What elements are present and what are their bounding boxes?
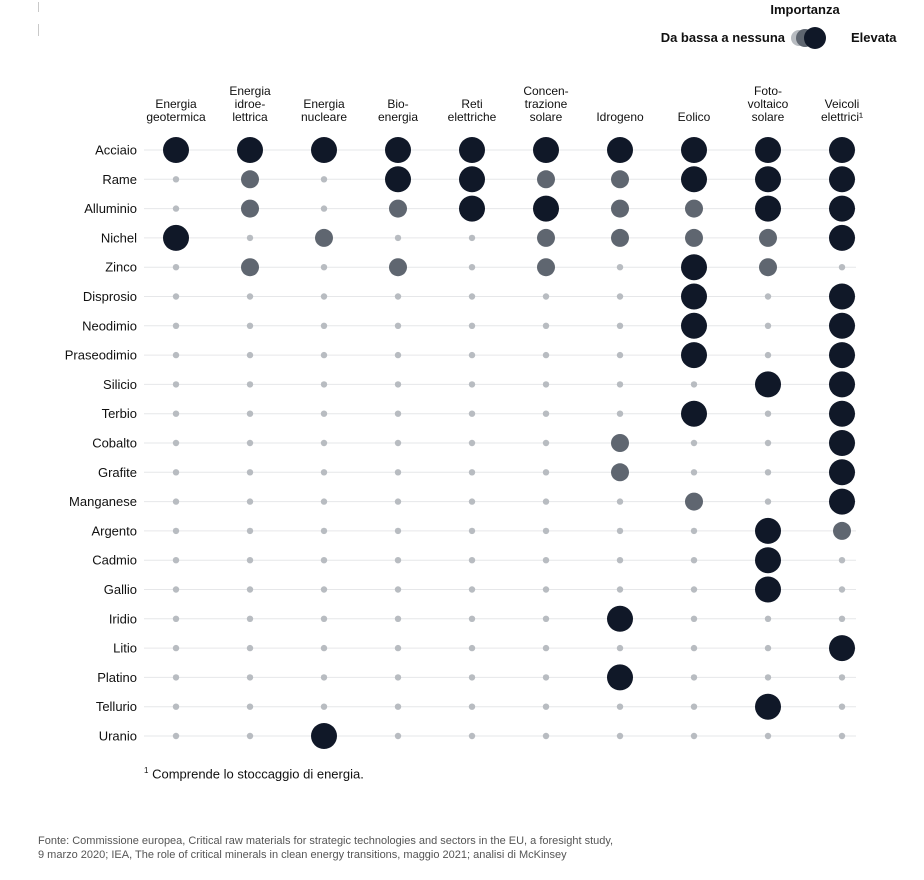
dot-cobalto-col-5 — [469, 440, 475, 446]
dot-acciaio-col-8 — [681, 137, 707, 163]
dot-uranio-col-8 — [691, 733, 697, 739]
dot-zinco-col-6 — [537, 258, 555, 276]
row-label-silicio: Silicio — [103, 376, 137, 392]
dot-neodimio-col-2 — [247, 323, 253, 329]
dot-acciaio-col-9 — [755, 137, 781, 163]
dot-acciaio-col-2 — [237, 137, 263, 163]
dot-grafite-col-5 — [469, 469, 475, 475]
row-label-cobalto: Cobalto — [92, 435, 137, 451]
dot-nichel-col-6 — [537, 229, 555, 247]
dot-uranio-col-7 — [617, 733, 623, 739]
column-header-9-line-3: solare — [751, 110, 785, 124]
dot-acciaio-col-1 — [163, 137, 189, 163]
column-header-2-line-2: idroe- — [234, 97, 266, 111]
dot-iridio-col-8 — [691, 616, 697, 622]
column-header-8-line-1: Eolico — [677, 110, 711, 124]
dot-acciaio-col-10 — [829, 137, 855, 163]
dot-platino-col-8 — [691, 674, 697, 680]
dot-cobalto-col-4 — [395, 440, 401, 446]
dot-rame-col-3 — [321, 176, 327, 182]
dot-tellurio-col-8 — [691, 704, 697, 710]
dot-argento-col-10 — [833, 522, 851, 540]
dot-terbio-col-5 — [469, 411, 475, 417]
dot-iridio-col-6 — [543, 616, 549, 622]
dot-zinco-col-5 — [469, 264, 475, 270]
dot-cobalto-col-10 — [829, 430, 855, 456]
dot-platino-col-2 — [247, 674, 253, 680]
dot-litio-col-1 — [173, 645, 179, 651]
dot-gallio-col-8 — [691, 586, 697, 592]
dot-tellurio-col-3 — [321, 704, 327, 710]
dot-terbio-col-3 — [321, 411, 327, 417]
row-label-alluminio: Alluminio — [84, 201, 137, 217]
dot-silicio-col-1 — [173, 381, 179, 387]
dot-silicio-col-10 — [829, 371, 855, 397]
dot-disprosio-col-1 — [173, 293, 179, 299]
dot-manganese-col-1 — [173, 498, 179, 504]
dot-argento-col-9 — [755, 518, 781, 544]
dot-silicio-col-4 — [395, 381, 401, 387]
dot-terbio-col-6 — [543, 411, 549, 417]
dot-zinco-col-1 — [173, 264, 179, 270]
row-label-manganese: Manganese — [69, 494, 137, 510]
dot-disprosio-col-4 — [395, 293, 401, 299]
row-label-cadmio: Cadmio — [92, 552, 137, 568]
dot-iridio-col-9 — [765, 616, 771, 622]
row-label-grafite: Grafite — [97, 464, 137, 480]
legend-high-label: Elevata — [851, 30, 897, 45]
dot-terbio-col-8 — [681, 401, 707, 427]
dot-cadmio-col-3 — [321, 557, 327, 563]
dot-gallio-col-7 — [617, 586, 623, 592]
dot-nichel-col-5 — [469, 235, 475, 241]
dot-rame-col-2 — [241, 170, 259, 188]
dot-nichel-col-10 — [829, 225, 855, 251]
row-label-rame: Rame — [102, 171, 137, 187]
dot-nichel-col-7 — [611, 229, 629, 247]
dot-alluminio-col-6 — [533, 196, 559, 222]
dot-alluminio-col-8 — [685, 200, 703, 218]
column-header-3-line-1: Energia — [303, 97, 345, 111]
row-label-zinco: Zinco — [105, 259, 137, 275]
dot-cadmio-col-10 — [839, 557, 845, 563]
dot-tellurio-col-1 — [173, 704, 179, 710]
dot-uranio-col-1 — [173, 733, 179, 739]
row-label-praseodimio: Praseodimio — [64, 347, 137, 363]
dot-acciaio-col-3 — [311, 137, 337, 163]
dot-manganese-col-6 — [543, 498, 549, 504]
dot-alluminio-col-10 — [829, 196, 855, 222]
dot-neodimio-col-10 — [829, 313, 855, 339]
dot-platino-col-9 — [765, 674, 771, 680]
dot-rame-col-7 — [611, 170, 629, 188]
dot-platino-col-4 — [395, 674, 401, 680]
column-header-6-line-3: solare — [529, 110, 563, 124]
source-note — [38, 834, 898, 862]
dot-uranio-col-5 — [469, 733, 475, 739]
dot-litio-col-5 — [469, 645, 475, 651]
dot-praseodimio-col-3 — [321, 352, 327, 358]
dot-nichel-col-3 — [315, 229, 333, 247]
dot-gallio-col-5 — [469, 586, 475, 592]
dot-litio-col-2 — [247, 645, 253, 651]
dot-nichel-col-1 — [163, 225, 189, 251]
dot-manganese-col-4 — [395, 498, 401, 504]
row-label-terbio: Terbio — [101, 406, 137, 422]
dot-grafite-col-1 — [173, 469, 179, 475]
dot-gallio-col-1 — [173, 586, 179, 592]
dot-litio-col-7 — [617, 645, 623, 651]
dot-acciaio-col-4 — [385, 137, 411, 163]
dot-uranio-col-6 — [543, 733, 549, 739]
dot-tellurio-col-7 — [617, 704, 623, 710]
dot-rame-col-6 — [537, 170, 555, 188]
dot-alluminio-col-4 — [389, 200, 407, 218]
dot-platino-col-5 — [469, 674, 475, 680]
dot-grafite-col-4 — [395, 469, 401, 475]
dot-praseodimio-col-4 — [395, 352, 401, 358]
dot-gallio-col-9 — [755, 577, 781, 603]
dot-uranio-col-4 — [395, 733, 401, 739]
dot-silicio-col-2 — [247, 381, 253, 387]
dot-argento-col-6 — [543, 528, 549, 534]
dot-zinco-col-9 — [759, 258, 777, 276]
dot-terbio-col-1 — [173, 411, 179, 417]
dot-disprosio-col-5 — [469, 293, 475, 299]
column-header-1-line-2: geotermica — [146, 110, 206, 124]
dot-cobalto-col-6 — [543, 440, 549, 446]
dot-manganese-col-10 — [829, 489, 855, 515]
dot-grafite-col-8 — [691, 469, 697, 475]
dot-rame-col-4 — [385, 166, 411, 192]
dot-cobalto-col-7 — [611, 434, 629, 452]
dot-litio-col-3 — [321, 645, 327, 651]
dot-zinco-col-7 — [617, 264, 623, 270]
column-header-5-line-1: Reti — [461, 97, 483, 111]
dot-acciaio-col-6 — [533, 137, 559, 163]
row-label-litio: Litio — [113, 640, 137, 656]
row-label-disprosio: Disprosio — [82, 289, 137, 304]
dot-cadmio-col-4 — [395, 557, 401, 563]
dot-cadmio-col-9 — [755, 547, 781, 573]
dot-cadmio-col-1 — [173, 557, 179, 563]
dot-rame-col-9 — [755, 166, 781, 192]
footnote — [144, 766, 364, 781]
dot-grafite-col-6 — [543, 469, 549, 475]
dot-disprosio-col-6 — [543, 293, 549, 299]
dot-disprosio-col-2 — [247, 293, 253, 299]
column-header-6-line-1: Concen- — [523, 84, 569, 98]
column-header-7-line-1: Idrogeno — [596, 110, 644, 124]
dot-iridio-col-4 — [395, 616, 401, 622]
dot-silicio-col-6 — [543, 381, 549, 387]
dot-cadmio-col-7 — [617, 557, 623, 563]
dot-litio-col-10 — [829, 635, 855, 661]
dot-tellurio-col-10 — [839, 704, 845, 710]
dot-gallio-col-4 — [395, 586, 401, 592]
dot-platino-col-7 — [607, 664, 633, 690]
source-line-1: Fonte: Commissione europea, Critical raw materials for strategic technologies and sectors in the EU, a foresight study, — [38, 835, 614, 847]
dot-grafite-col-2 — [247, 469, 253, 475]
dot-cobalto-col-9 — [765, 440, 771, 446]
dot-iridio-col-1 — [173, 616, 179, 622]
dot-argento-col-4 — [395, 528, 401, 534]
dot-neodimio-col-4 — [395, 323, 401, 329]
dot-praseodimio-col-10 — [829, 342, 855, 368]
dot-gallio-col-6 — [543, 586, 549, 592]
row-label-neodimio: Neodimio — [82, 318, 137, 334]
dot-tellurio-col-9 — [755, 694, 781, 720]
column-header-4-line-2: energia — [377, 110, 419, 124]
column-header-10-line-1: Veicoli — [824, 97, 860, 111]
dot-alluminio-col-3 — [321, 205, 327, 211]
dot-praseodimio-col-1 — [173, 352, 179, 358]
dot-cobalto-col-3 — [321, 440, 327, 446]
legend-dot-high — [804, 27, 826, 49]
dot-zinco-col-4 — [389, 258, 407, 276]
column-header-10-line-2: elettrici¹ — [820, 110, 864, 124]
column-header-2-line-3: lettrica — [232, 110, 268, 124]
dot-platino-col-10 — [839, 674, 845, 680]
dot-terbio-col-10 — [829, 401, 855, 427]
dot-grafite-col-9 — [765, 469, 771, 475]
dot-praseodimio-col-9 — [765, 352, 771, 358]
dot-manganese-col-7 — [617, 498, 623, 504]
column-header-6-line-2: trazione — [524, 97, 568, 111]
dot-cobalto-col-8 — [691, 440, 697, 446]
column-header-9-line-1: Foto- — [753, 84, 783, 98]
dot-neodimio-col-1 — [173, 323, 179, 329]
dot-iridio-col-3 — [321, 616, 327, 622]
dot-disprosio-col-8 — [681, 284, 707, 310]
dot-argento-col-8 — [691, 528, 697, 534]
source-line-2: 9 marzo 2020; IEA, The role of critical minerals in clean energy transitions, maggio 2021; analisi di McKinsey — [38, 849, 567, 861]
dot-zinco-col-8 — [681, 254, 707, 280]
dot-nichel-col-2 — [247, 235, 253, 241]
dot-iridio-col-5 — [469, 616, 475, 622]
dot-cobalto-col-2 — [247, 440, 253, 446]
footnote-mark: 1 — [144, 766, 149, 775]
dot-manganese-col-3 — [321, 498, 327, 504]
dot-grafite-col-10 — [829, 459, 855, 485]
dot-zinco-col-10 — [839, 264, 845, 270]
dot-iridio-col-10 — [839, 616, 845, 622]
dot-silicio-col-5 — [469, 381, 475, 387]
dot-disprosio-col-10 — [829, 284, 855, 310]
dot-alluminio-col-5 — [459, 196, 485, 222]
dot-praseodimio-col-8 — [681, 342, 707, 368]
dot-cadmio-col-2 — [247, 557, 253, 563]
dot-rame-col-1 — [173, 176, 179, 182]
column-header-5-line-2: elettriche — [447, 110, 497, 124]
dot-tellurio-col-5 — [469, 704, 475, 710]
dot-argento-col-3 — [321, 528, 327, 534]
dot-alluminio-col-9 — [755, 196, 781, 222]
row-label-gallio: Gallio — [103, 582, 137, 597]
dot-praseodimio-col-5 — [469, 352, 475, 358]
row-label-acciaio: Acciaio — [95, 142, 137, 158]
dot-uranio-col-2 — [247, 733, 253, 739]
dot-litio-col-8 — [691, 645, 697, 651]
dot-disprosio-col-9 — [765, 293, 771, 299]
dot-neodimio-col-3 — [321, 323, 327, 329]
dot-neodimio-col-9 — [765, 323, 771, 329]
column-header-1-line-1: Energia — [155, 97, 197, 111]
dot-zinco-col-2 — [241, 258, 259, 276]
dot-silicio-col-9 — [755, 371, 781, 397]
dot-argento-col-5 — [469, 528, 475, 534]
dot-platino-col-6 — [543, 674, 549, 680]
dot-praseodimio-col-6 — [543, 352, 549, 358]
dot-disprosio-col-3 — [321, 293, 327, 299]
dot-cadmio-col-6 — [543, 557, 549, 563]
dot-manganese-col-2 — [247, 498, 253, 504]
dot-alluminio-col-7 — [611, 200, 629, 218]
dot-terbio-col-7 — [617, 411, 623, 417]
dot-rame-col-5 — [459, 166, 485, 192]
dot-acciaio-col-5 — [459, 137, 485, 163]
dot-argento-col-1 — [173, 528, 179, 534]
dot-terbio-col-2 — [247, 411, 253, 417]
dot-silicio-col-8 — [691, 381, 697, 387]
dot-grafite-col-3 — [321, 469, 327, 475]
row-label-uranio: Uranio — [98, 728, 137, 744]
dot-iridio-col-7 — [607, 606, 633, 632]
dot-silicio-col-7 — [617, 381, 623, 387]
dot-tellurio-col-2 — [247, 704, 253, 710]
dot-argento-col-7 — [617, 528, 623, 534]
dot-nichel-col-4 — [395, 235, 401, 241]
dot-neodimio-col-6 — [543, 323, 549, 329]
row-label-tellurio: Tellurio — [95, 699, 137, 715]
dot-litio-col-4 — [395, 645, 401, 651]
dot-cadmio-col-5 — [469, 557, 475, 563]
dot-nichel-col-8 — [685, 229, 703, 247]
dot-neodimio-col-8 — [681, 313, 707, 339]
dot-uranio-col-3 — [311, 723, 337, 749]
dot-iridio-col-2 — [247, 616, 253, 622]
legend-title: Importanza — [770, 2, 840, 17]
dot-gallio-col-3 — [321, 586, 327, 592]
dot-uranio-col-10 — [839, 733, 845, 739]
footnote-text: Comprende lo stoccaggio di energia. — [152, 766, 364, 782]
dot-gallio-col-2 — [247, 586, 253, 592]
dot-silicio-col-3 — [321, 381, 327, 387]
dot-manganese-col-9 — [765, 498, 771, 504]
dot-rame-col-10 — [829, 166, 855, 192]
dot-acciaio-col-7 — [607, 137, 633, 163]
dot-manganese-col-8 — [685, 493, 703, 511]
dot-manganese-col-5 — [469, 498, 475, 504]
legend-low-label: Da bassa a nessuna — [660, 30, 785, 45]
dot-praseodimio-col-2 — [247, 352, 253, 358]
dot-platino-col-3 — [321, 674, 327, 680]
dot-alluminio-col-2 — [241, 200, 259, 218]
dot-neodimio-col-7 — [617, 323, 623, 329]
dot-tellurio-col-4 — [395, 704, 401, 710]
dot-gallio-col-10 — [839, 586, 845, 592]
dot-terbio-col-4 — [395, 411, 401, 417]
dot-praseodimio-col-7 — [617, 352, 623, 358]
row-label-iridio: Iridio — [108, 611, 137, 627]
dot-rame-col-8 — [681, 166, 707, 192]
column-header-2-line-1: Energia — [229, 84, 271, 98]
dot-tellurio-col-6 — [543, 704, 549, 710]
dot-platino-col-1 — [173, 674, 179, 680]
dot-terbio-col-9 — [765, 411, 771, 417]
dot-cadmio-col-8 — [691, 557, 697, 563]
row-label-nichel: Nichel — [100, 230, 137, 246]
dot-argento-col-2 — [247, 528, 253, 534]
dot-neodimio-col-5 — [469, 323, 475, 329]
dot-nichel-col-9 — [759, 229, 777, 247]
dot-alluminio-col-1 — [173, 205, 179, 211]
row-label-platino: Platino — [97, 669, 137, 685]
dot-grafite-col-7 — [611, 463, 629, 481]
dot-zinco-col-3 — [321, 264, 327, 270]
row-label-argento: Argento — [91, 523, 137, 539]
column-header-3-line-2: nucleare — [300, 110, 348, 124]
dot-litio-col-6 — [543, 645, 549, 651]
column-header-9-line-2: voltaico — [747, 97, 789, 111]
dot-litio-col-9 — [765, 645, 771, 651]
column-header-4-line-1: Bio- — [387, 97, 409, 111]
dot-disprosio-col-7 — [617, 293, 623, 299]
dot-cobalto-col-1 — [173, 440, 179, 446]
dot-uranio-col-9 — [765, 733, 771, 739]
